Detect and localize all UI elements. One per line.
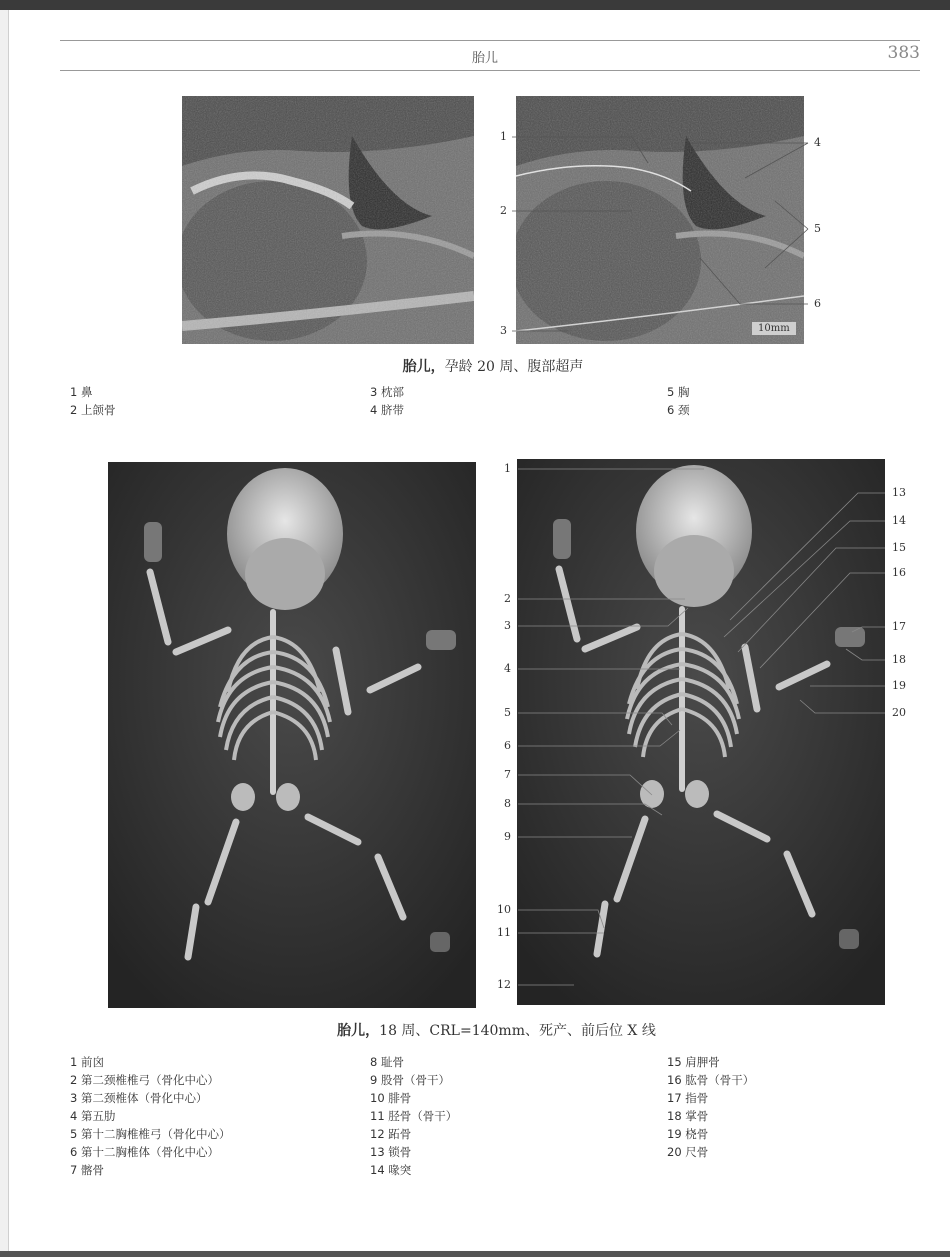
xray-callout-11: 11 [497, 926, 511, 939]
xray-callout-9: 9 [504, 830, 511, 843]
legend-item: 16 肱骨（骨干） [667, 1073, 755, 1087]
legend-item: 19 桡骨 [667, 1127, 709, 1141]
us-callout-1: 1 [500, 130, 507, 143]
legend-item: 20 尺骨 [667, 1145, 709, 1159]
xray-callout-15: 15 [892, 541, 906, 554]
page-number: 383 [887, 43, 920, 63]
xray-callout-20: 20 [892, 706, 906, 719]
xray-callout-18: 18 [892, 653, 906, 666]
figure1-caption-text: 孕龄 20 周、腹部超声 [444, 359, 584, 375]
legend-item: 10 腓骨 [370, 1091, 412, 1105]
figure2-caption-bold: 胎儿， [337, 1023, 380, 1039]
us-callout-3: 3 [500, 324, 507, 337]
legend-item: 2 第二颈椎椎弓（骨化中心） [70, 1073, 219, 1087]
xray-callout-3: 3 [504, 619, 511, 632]
us-callout-2: 2 [500, 204, 507, 217]
legend-item: 15 肩胛骨 [667, 1055, 720, 1069]
xray-callout-19: 19 [892, 679, 906, 692]
figure2-legend-col3 [667, 1053, 754, 1161]
running-title: 胎儿 [471, 51, 498, 66]
legend-item: 6 第十二胸椎体（骨化中心） [70, 1145, 219, 1159]
legend-item: 3 第二颈椎体（骨化中心） [70, 1091, 208, 1105]
legend-item: 12 跖骨 [370, 1127, 412, 1141]
figure1-caption-bold: 胎儿， [402, 359, 445, 375]
figure2-legend-col2 [370, 1053, 457, 1179]
legend-item: 11 胫骨（骨干） [370, 1109, 458, 1123]
us-callout-4: 4 [814, 136, 821, 149]
xray-callout-17: 17 [892, 620, 906, 633]
figure2-caption-text: 18 周、CRL=140mm、死产、前后位 X 线 [379, 1023, 656, 1039]
xray-callout-10: 10 [497, 903, 511, 916]
xray-callout-8: 8 [504, 797, 511, 810]
xray-callout-14: 14 [892, 514, 906, 527]
legend-item: 5 第十二胸椎椎弓（骨化中心） [70, 1127, 231, 1141]
legend-item: 7 髂骨 [70, 1163, 104, 1177]
legend-item: 1 前囟 [70, 1055, 104, 1069]
legend-item: 13 锁骨 [370, 1145, 412, 1159]
xray-callout-13: 13 [892, 486, 906, 499]
xray-callout-1: 1 [504, 462, 511, 475]
us-callout-6: 6 [814, 297, 821, 310]
xray-callout-6: 6 [504, 739, 511, 752]
legend-item: 4 第五肋 [70, 1109, 116, 1123]
xray-callout-2: 2 [504, 592, 511, 605]
xray-callout-12: 12 [497, 978, 511, 991]
legend-item: 17 指骨 [667, 1091, 709, 1105]
legend-item: 5 胸 [667, 385, 690, 399]
xray-callout-7: 7 [504, 768, 511, 781]
us-callout-5: 5 [814, 222, 821, 235]
legend-item: 1 鼻 [70, 385, 93, 399]
xray-callout-5: 5 [504, 706, 511, 719]
xray-callout-16: 16 [892, 566, 906, 579]
scale-bar-label: 10mm [758, 323, 790, 334]
legend-item: 8 耻骨 [370, 1055, 404, 1069]
legend-item: 3 枕部 [370, 385, 404, 399]
figure2-caption [108, 1020, 885, 1040]
legend-item: 9 股骨（骨干） [370, 1073, 450, 1087]
legend-item: 6 颈 [667, 403, 690, 417]
legend-item: 4 脐带 [370, 403, 404, 417]
figure2-legend-col1 [70, 1053, 230, 1179]
legend-item: 18 掌骨 [667, 1109, 709, 1123]
legend-item: 2 上颌骨 [70, 403, 116, 417]
xray-callout-4: 4 [504, 662, 511, 675]
legend-item: 14 喙突 [370, 1163, 412, 1177]
